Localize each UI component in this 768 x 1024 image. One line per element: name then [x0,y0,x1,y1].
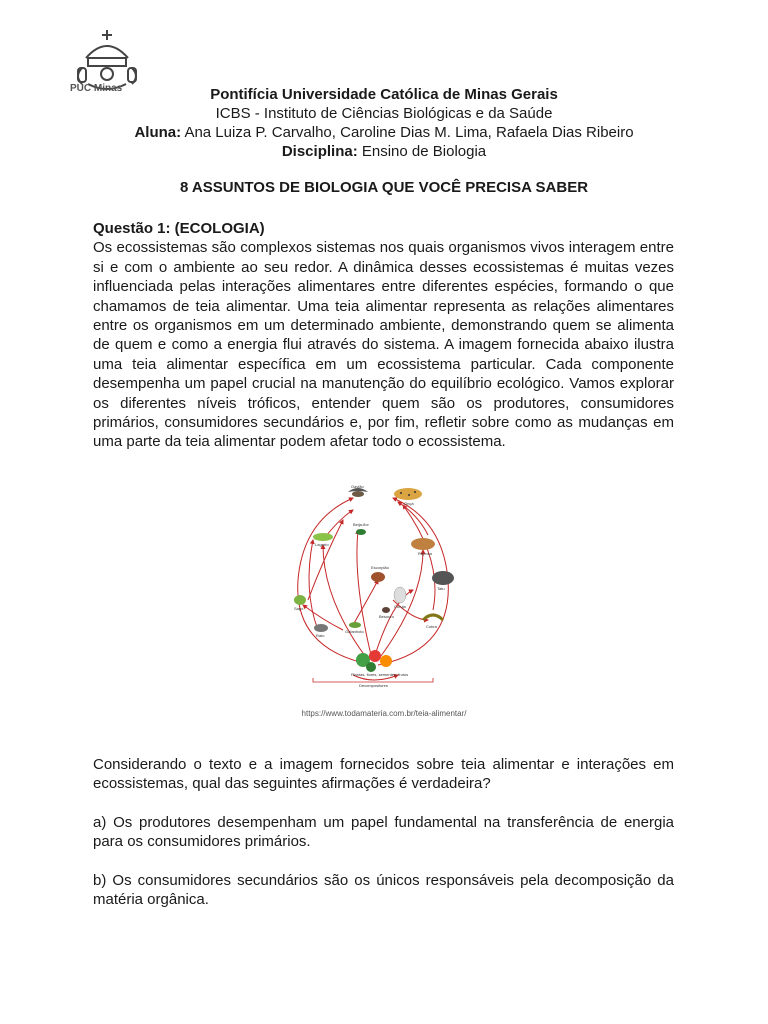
food-web-figure [283,480,463,690]
onca-icon [394,488,422,500]
label-tatu: Tatu [437,586,445,591]
option-b: b) Os consumidores secundários são os únicos responsáveis pela decomposição da matéria orgânica. [93,871,674,909]
beija-flor-icon [356,529,366,535]
label-sapo: Sapo [294,606,304,611]
university-name: Pontifícia Universidade Católica de Minas Gerais [210,86,558,103]
rato-icon [314,624,328,632]
students-names: Ana Luiza P. Carvalho, Caroline Dias M. Lima, Rafaela Dias Ribeiro [184,124,634,141]
coruja-icon [394,587,406,603]
institute-name: ICBS - Instituto de Ciências Biológicas e da Saúde [215,105,553,122]
label-beija-flor: Beija-flor [353,522,369,527]
label-lagarto: Lagarto [315,542,329,547]
question-prompt: Considerando o texto e a imagem fornecidos sobre teia alimentar e interações em ecossistemas, qual das seguintes afirmações é verdadeira? [93,756,674,793]
question-prompt-block [93,755,674,928]
gafanhoto-icon [349,622,361,628]
escorpiao-icon [371,572,385,582]
raposa-icon [411,538,435,550]
tatu-icon [432,571,454,585]
label-gafanhoto: Gafanhoto [345,629,364,634]
label-rato: Rato [316,633,325,638]
label-onca: Onça [404,501,414,506]
label-raposa: Raposa [418,551,432,556]
lagarto-icon [313,533,333,541]
label-decompositores: Decompositores [359,683,388,688]
besouro-icon [382,607,390,613]
students-label: Aluna: [134,124,182,141]
label-cobra: Cobra [426,624,437,629]
discipline-label: Disciplina: [281,143,358,160]
option-a: a) Os produtores desempenham um papel fundamental na transferência de energia para os consumidores primários. [93,813,674,851]
plantas-icon [356,650,392,672]
label-plantas: Plantas, flores, sementes, frutos [351,672,409,677]
gaviao-icon [348,488,368,497]
label-coruja: Coruja [394,604,406,609]
discipline-name: Ensino de Biologia [361,143,487,160]
question-1 [93,219,674,452]
document-header [0,85,768,161]
label-escorpiao: Escorpião [371,565,389,570]
question-1-label: Questão 1: (ECOLOGIA) [93,220,265,237]
page-title: 8 ASSUNTOS DE BIOLOGIA QUE VOCÊ PRECISA SABER [179,179,589,196]
sapo-icon [294,595,306,605]
logo-text: PUC Minas [70,83,123,94]
label-gaviao: Gavião [351,484,364,489]
question-1-text: Os ecossistemas são complexos sistemas nos quais organismos vivos interagem entre si e com o ambiente ao seu redor. A dinâmica desses ecossistemas é muitas vezes influenciada pelas interações alimentares entre diferentes espécies, formando o que chamamos de teia alimentar. Uma teia alimentar representa as relações alimentares entre os organismos em um determinado ambiente, demonstrando quem se alimenta de quem e como a energia flui através do sistema. A imagem fornecida abaixo ilustra uma teia alimentar específica em um ecossistema particular. Cada componente desempenha um papel crucial na manutenção do equilíbrio ecológico. Vamos explorar os diferentes níveis tróficos, entender quem são os produtores, consumidores primários, consumidores secundários e, por fim, refletir sobre como as mudanças em uma parte da teia alimentar podem afetar todo o ecossistema. [93,239,674,451]
cobra-icon [423,615,443,620]
label-besouro: Besouro [379,614,394,619]
figure-source: https://www.todamateria.com.br/teia-alimentar/ [301,709,467,718]
